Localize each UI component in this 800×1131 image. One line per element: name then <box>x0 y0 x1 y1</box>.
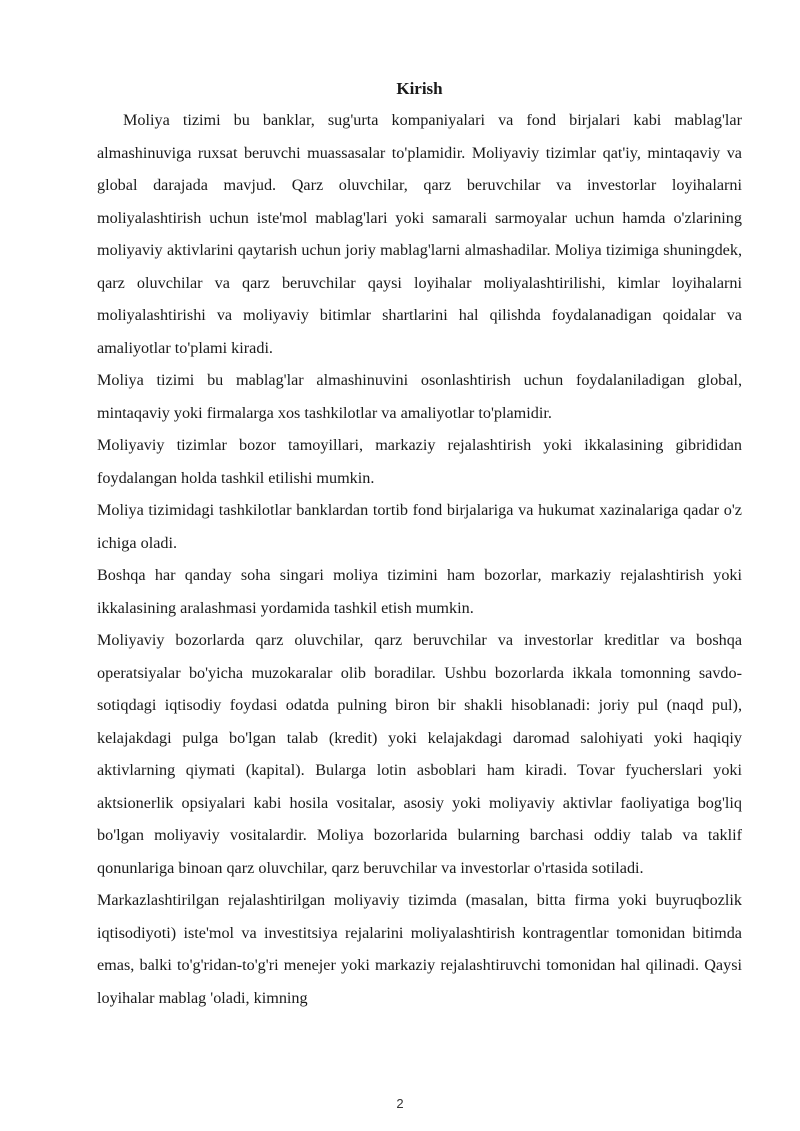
page-content <box>97 74 742 1014</box>
paragraph-4: Moliya tizimidagi tashkilotlar banklardan tortib fond birjalariga va hukumat xazinalariga qadar o'z ichiga oladi. <box>97 501 742 552</box>
page-number: 2 <box>396 1096 404 1111</box>
paragraph-2: Moliya tizimi bu mablag'lar almashinuvini osonlashtirish uchun foydalaniladigan global, mintaqaviy yoki firmalarga xos tashkilotlar va amaliyotlar to'plamidir. <box>97 371 742 422</box>
paragraph-3: Moliyaviy tizimlar bozor tamoyillari, markaziy rejalashtirish yoki ikkalasining gibrididan foydalangan holda tashkil etilishi mumkin. <box>97 436 742 487</box>
paragraph-7: Markazlashtirilgan rejalashtirilgan moliyaviy tizimda (masalan, bitta firma yoki buyruqbozlik iqtisodiyoti) iste'mol va investitsiya rejalarini moliyalashtirish kontragentlar tomonidan bitimda emas, balki to'g'ridan-to'g'ri menejer yoki markaziy rejalashtiruvchi tomonidan hal qilinadi. Qaysi loyihalar mablag 'oladi, kimning <box>97 891 742 1007</box>
paragraph-1: Moliya tizimi bu banklar, sug'urta kompaniyalari va fond birjalari kabi mablag'lar almashinuviga ruxsat beruvchi muassasalar to'plamidir. Moliyaviy tizimlar qat'iy, mintaqaviy va global darajada mavjud. Qarz oluvchilar, qarz beruvchilar va investorlar loyihalarni moliyalashtirish uchun iste'mol mablag'lari yoki samarali sarmoyalar uchun hamda o'zlarining moliyaviy aktivlarini qaytarish uchun joriy mablag'larni almashadilar. Moliya tizimiga shuningdek, qarz oluvchilar va qarz beruvchilar qaysi loyihalar moliyalashtirilishi, kimlar loyihalarni moliyalashtirishi va moliyaviy bitimlar shartlarini hal qilishda foydalanadigan qoidalar va amaliyotlar to'plami kiradi. <box>97 111 742 357</box>
page-title: Kirish <box>396 79 443 98</box>
paragraph-6: Moliyaviy bozorlarda qarz oluvchilar, qarz beruvchilar va investorlar kreditlar va boshqa operatsiyalar bo'yicha muzokaralar olib boradilar. Ushbu bozorlarda ikkala tomonning savdo-sotiqdagi iqtisodiy foydasi odatda pulning biron bir shakli hisoblanadi: joriy pul (naqd pul), kelajakdagi pulga bo'lgan talab (kredit) yoki kelajakdagi daromad salohiyati yoki haqiqiy aktivlarning qiymati (kapital). Bularga lotin asboblari ham kiradi. Tovar fyucherslari yoki aktsionerlik opsiyalari kabi hosila vositalar, asosiy yoki moliyaviy aktivlar faoliyatiga bog'liq bo'lgan moliyaviy vositalardir. Moliya bozorlarida bularning barchasi oddiy talab va taklif qonunlariga binoan qarz oluvchilar, qarz beruvchilar va investorlar o'rtasida sotiladi. <box>97 631 742 877</box>
paragraph-5: Boshqa har qanday soha singari moliya tizimini ham bozorlar, markaziy rejalashtirish yoki ikkalasining aralashmasi yordamida tashkil etish mumkin. <box>97 566 742 617</box>
